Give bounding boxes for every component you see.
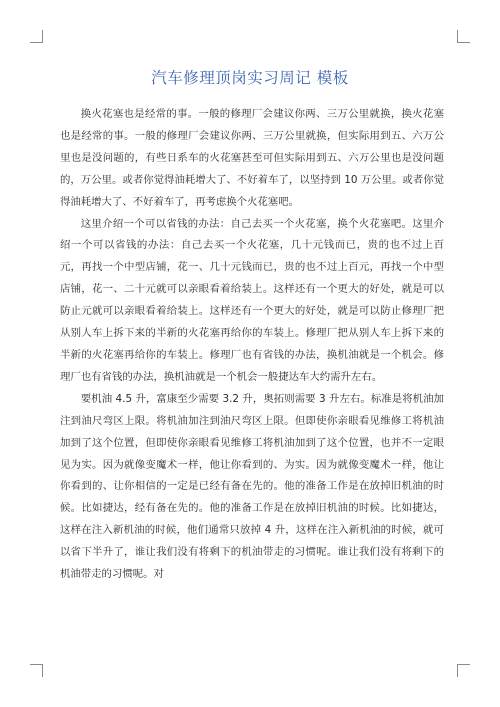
crop-mark-top-right — [457, 30, 470, 43]
paragraph-1: 换火花塞也是经常的事。一般的修理厂会建议你两、三万公里就换，换火花塞也是经常的事。一般的修理厂会建议你两、三万公里就换，但实际用到五、六万公里也是没问题的，有些日系车的火花塞甚至可但实际用到五、六万公里也是没问题的，万公里。或者你觉得油耗增大了、不好着车了，以坚持到 10 万公里。或者你觉得油耗增大了、不好着车了，再考虑换个火花塞吧。 — [60, 108, 444, 208]
crop-mark-bottom-right — [457, 664, 470, 677]
document-title: 汽车修理顶岗实习周记 模板 — [151, 69, 349, 87]
crop-mark-bottom-left — [30, 664, 43, 677]
document-body — [60, 104, 444, 586]
paragraph-3: 要机油 4.5 升，富康至少需要 3.2 升，奥拓则需要 3 升左右。标准是将机油加注到油尺弯区上限。将机油加注到油尺弯区上限。但即使你亲眼看见维修工将机油加到了这个位置，但即使你亲眼看见维修工将机油加到了这个位置，也并不一定眼见为实。因为就像变魔术一样，他让你看到的、为实。因为就像变魔术一样，他让你看到的、让你相信的一定是已经有备在先的。他的准备工作是在放掉旧机油的时候。比如捷达，经有备在先的。他的准备工作是在放掉旧机油的时候。比如捷达，这样在注入新机油的时候，他们通常只放掉 4 升，这样在注入新机油的时候，就可以省下半升了，谁让我们没有将剩下的机油带走的习惯呢。谁让我们没有将剩下的机油带走的习惯呢。对 — [60, 392, 444, 581]
paragraph-2: 这里介绍一个可以省钱的办法：自己去买一个火花塞，换个火花塞吧。这里介绍一个可以省钱的办法：自己去买一个火花塞，几十元钱而已，贵的也不过上百元，再找一个中型店铺，花一、几十元钱而已，贵的也不过上百元，再找一个中型店铺，花一、二十元就可以亲眼看着给装上。这样还有一个更大的好处，就是可以防止元就可以亲眼看着给装上。这样还有一个更大的好处，就是可以防止修理厂把从别人车上拆下来的半新的火花塞再给你的车装上。修理厂把从别人车上拆下来的半新的火花塞再给你的车装上。修理厂也有省钱的办法，换机油就是一个机会。修理厂也有省钱的办法，换机油就是一个机会一般捷达车大约需升左右。 — [60, 217, 444, 383]
crop-mark-top-left — [30, 30, 43, 43]
